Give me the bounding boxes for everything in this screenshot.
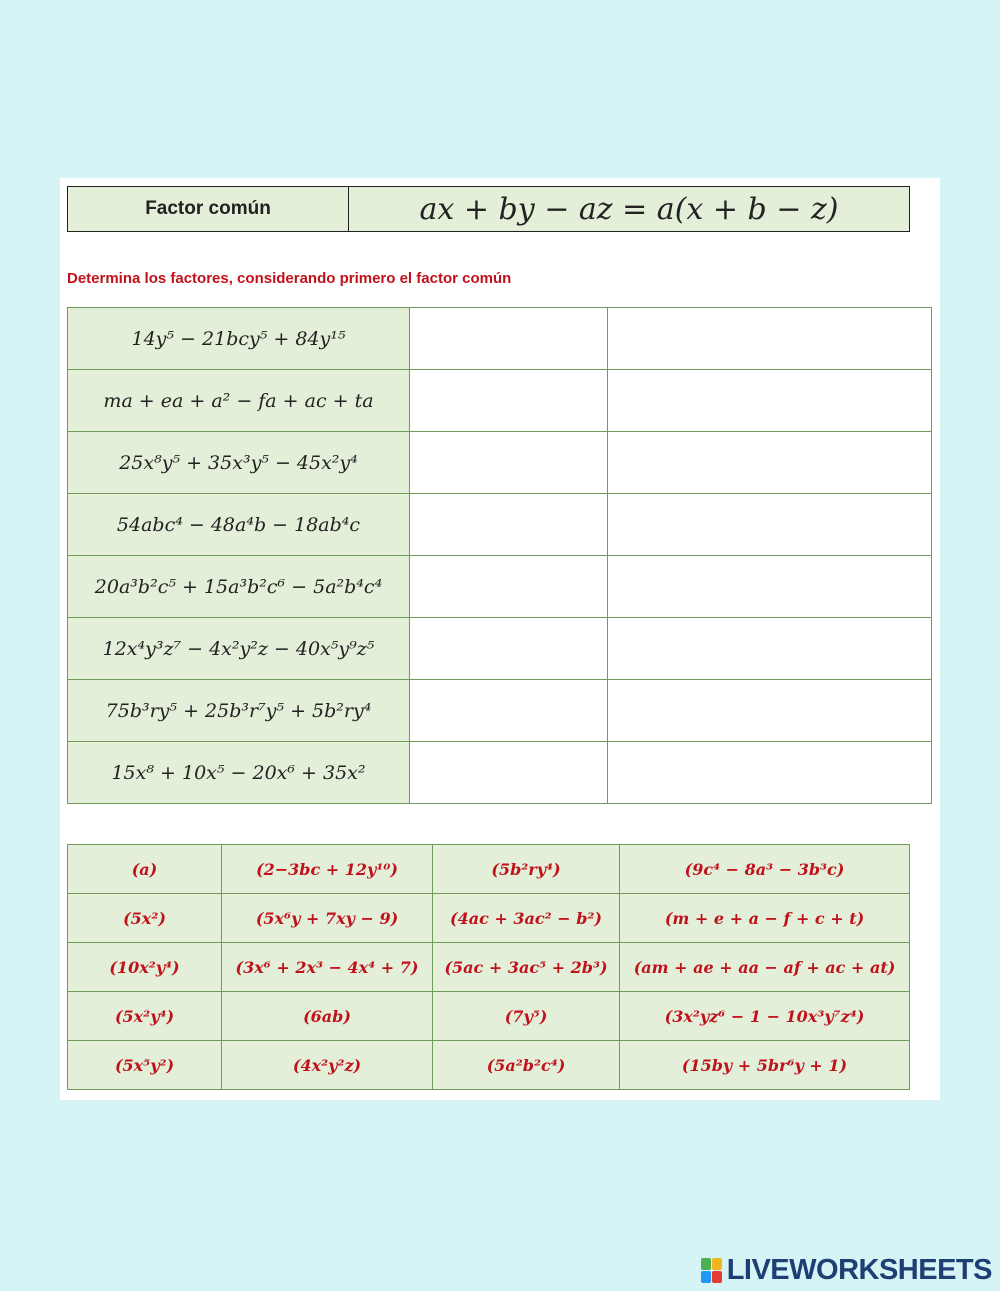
header-formula: ax + by − az = a(x + b − z) bbox=[419, 191, 839, 227]
table-row bbox=[68, 370, 932, 432]
expression-cell: 54abc⁴ − 48a⁴b − 18ab⁴c bbox=[68, 494, 410, 556]
answer-bank bbox=[67, 844, 910, 1090]
answer-option[interactable]: (7y⁵) bbox=[433, 992, 620, 1041]
table-row bbox=[68, 742, 932, 804]
liveworksheets-logo-icon bbox=[701, 1258, 723, 1284]
table-row bbox=[68, 618, 932, 680]
answer-drop-zone[interactable] bbox=[410, 742, 608, 804]
answer-drop-zone[interactable] bbox=[608, 370, 932, 432]
answer-option[interactable]: (5a²b²c⁴) bbox=[433, 1041, 620, 1090]
answer-drop-zone[interactable] bbox=[608, 556, 932, 618]
answer-drop-zone[interactable] bbox=[410, 308, 608, 370]
table-row bbox=[68, 556, 932, 618]
expression-cell: 12x⁴y³z⁷ − 4x²y²z − 40x⁵y⁹z⁵ bbox=[68, 618, 410, 680]
expression-cell: 14y⁵ − 21bcy⁵ + 84y¹⁵ bbox=[68, 308, 410, 370]
answer-option[interactable]: (a) bbox=[68, 845, 222, 894]
answer-drop-zone[interactable] bbox=[608, 742, 932, 804]
header-label: Factor común bbox=[68, 187, 349, 231]
answer-option[interactable]: (5b²ry⁴) bbox=[433, 845, 620, 894]
answer-option[interactable]: (2−3bc + 12y¹⁰) bbox=[222, 845, 433, 894]
expression-cell: 25x⁸y⁵ + 35x³y⁵ − 45x²y⁴ bbox=[68, 432, 410, 494]
table-row bbox=[68, 845, 910, 894]
answer-drop-zone[interactable] bbox=[410, 370, 608, 432]
expression-cell: ma + ea + a² − fa + ac + ta bbox=[68, 370, 410, 432]
answer-drop-zone[interactable] bbox=[410, 494, 608, 556]
answer-option[interactable]: (5x²) bbox=[68, 894, 222, 943]
answer-option[interactable]: (am + ae + aa − af + ac + at) bbox=[620, 943, 910, 992]
answer-drop-zone[interactable] bbox=[608, 308, 932, 370]
answer-option[interactable]: (3x²yz⁶ − 1 − 10x³y⁷z⁴) bbox=[620, 992, 910, 1041]
answer-drop-zone[interactable] bbox=[410, 556, 608, 618]
answer-drop-zone[interactable] bbox=[608, 680, 932, 742]
table-row bbox=[68, 680, 932, 742]
answer-option[interactable]: (10x²y⁴) bbox=[68, 943, 222, 992]
exercise-table bbox=[67, 307, 932, 804]
table-row bbox=[68, 894, 910, 943]
table-row bbox=[68, 308, 932, 370]
expression-cell: 15x⁸ + 10x⁵ − 20x⁶ + 35x² bbox=[68, 742, 410, 804]
table-row bbox=[68, 432, 932, 494]
answer-option[interactable]: (6ab) bbox=[222, 992, 433, 1041]
answer-option[interactable]: (m + e + a − f + c + t) bbox=[620, 894, 910, 943]
instruction-text: Determina los factores, considerando primero el factor común bbox=[67, 270, 512, 287]
answer-drop-zone[interactable] bbox=[608, 618, 932, 680]
answer-drop-zone[interactable] bbox=[410, 618, 608, 680]
answer-option[interactable]: (5ac + 3ac⁵ + 2b³) bbox=[433, 943, 620, 992]
answer-option[interactable]: (15by + 5br⁶y + 1) bbox=[620, 1041, 910, 1090]
liveworksheets-logo bbox=[701, 1254, 992, 1287]
answer-option[interactable]: (3x⁶ + 2x³ − 4x⁴ + 7) bbox=[222, 943, 433, 992]
answer-drop-zone[interactable] bbox=[608, 494, 932, 556]
answer-option[interactable]: (5x⁶y + 7xy − 9) bbox=[222, 894, 433, 943]
formula-header bbox=[67, 186, 910, 232]
answer-option[interactable]: (4x²y²z) bbox=[222, 1041, 433, 1090]
answer-option[interactable]: (4ac + 3ac² − b²) bbox=[433, 894, 620, 943]
answer-drop-zone[interactable] bbox=[410, 680, 608, 742]
expression-cell: 20a³b²c⁵ + 15a³b²c⁶ − 5a²b⁴c⁴ bbox=[68, 556, 410, 618]
expression-cell: 75b³ry⁵ + 25b³r⁷y⁵ + 5b²ry⁴ bbox=[68, 680, 410, 742]
answer-option[interactable]: (5x²y⁴) bbox=[68, 992, 222, 1041]
answer-drop-zone[interactable] bbox=[410, 432, 608, 494]
table-row bbox=[68, 1041, 910, 1090]
answer-option[interactable]: (5x⁵y²) bbox=[68, 1041, 222, 1090]
table-row bbox=[68, 992, 910, 1041]
answer-option[interactable]: (9c⁴ − 8a³ − 3b³c) bbox=[620, 845, 910, 894]
logo-text: LIVEWORKSHEETS bbox=[726, 1254, 992, 1286]
table-row bbox=[68, 494, 932, 556]
answer-drop-zone[interactable] bbox=[608, 432, 932, 494]
worksheet bbox=[60, 178, 940, 1100]
table-row bbox=[68, 943, 910, 992]
